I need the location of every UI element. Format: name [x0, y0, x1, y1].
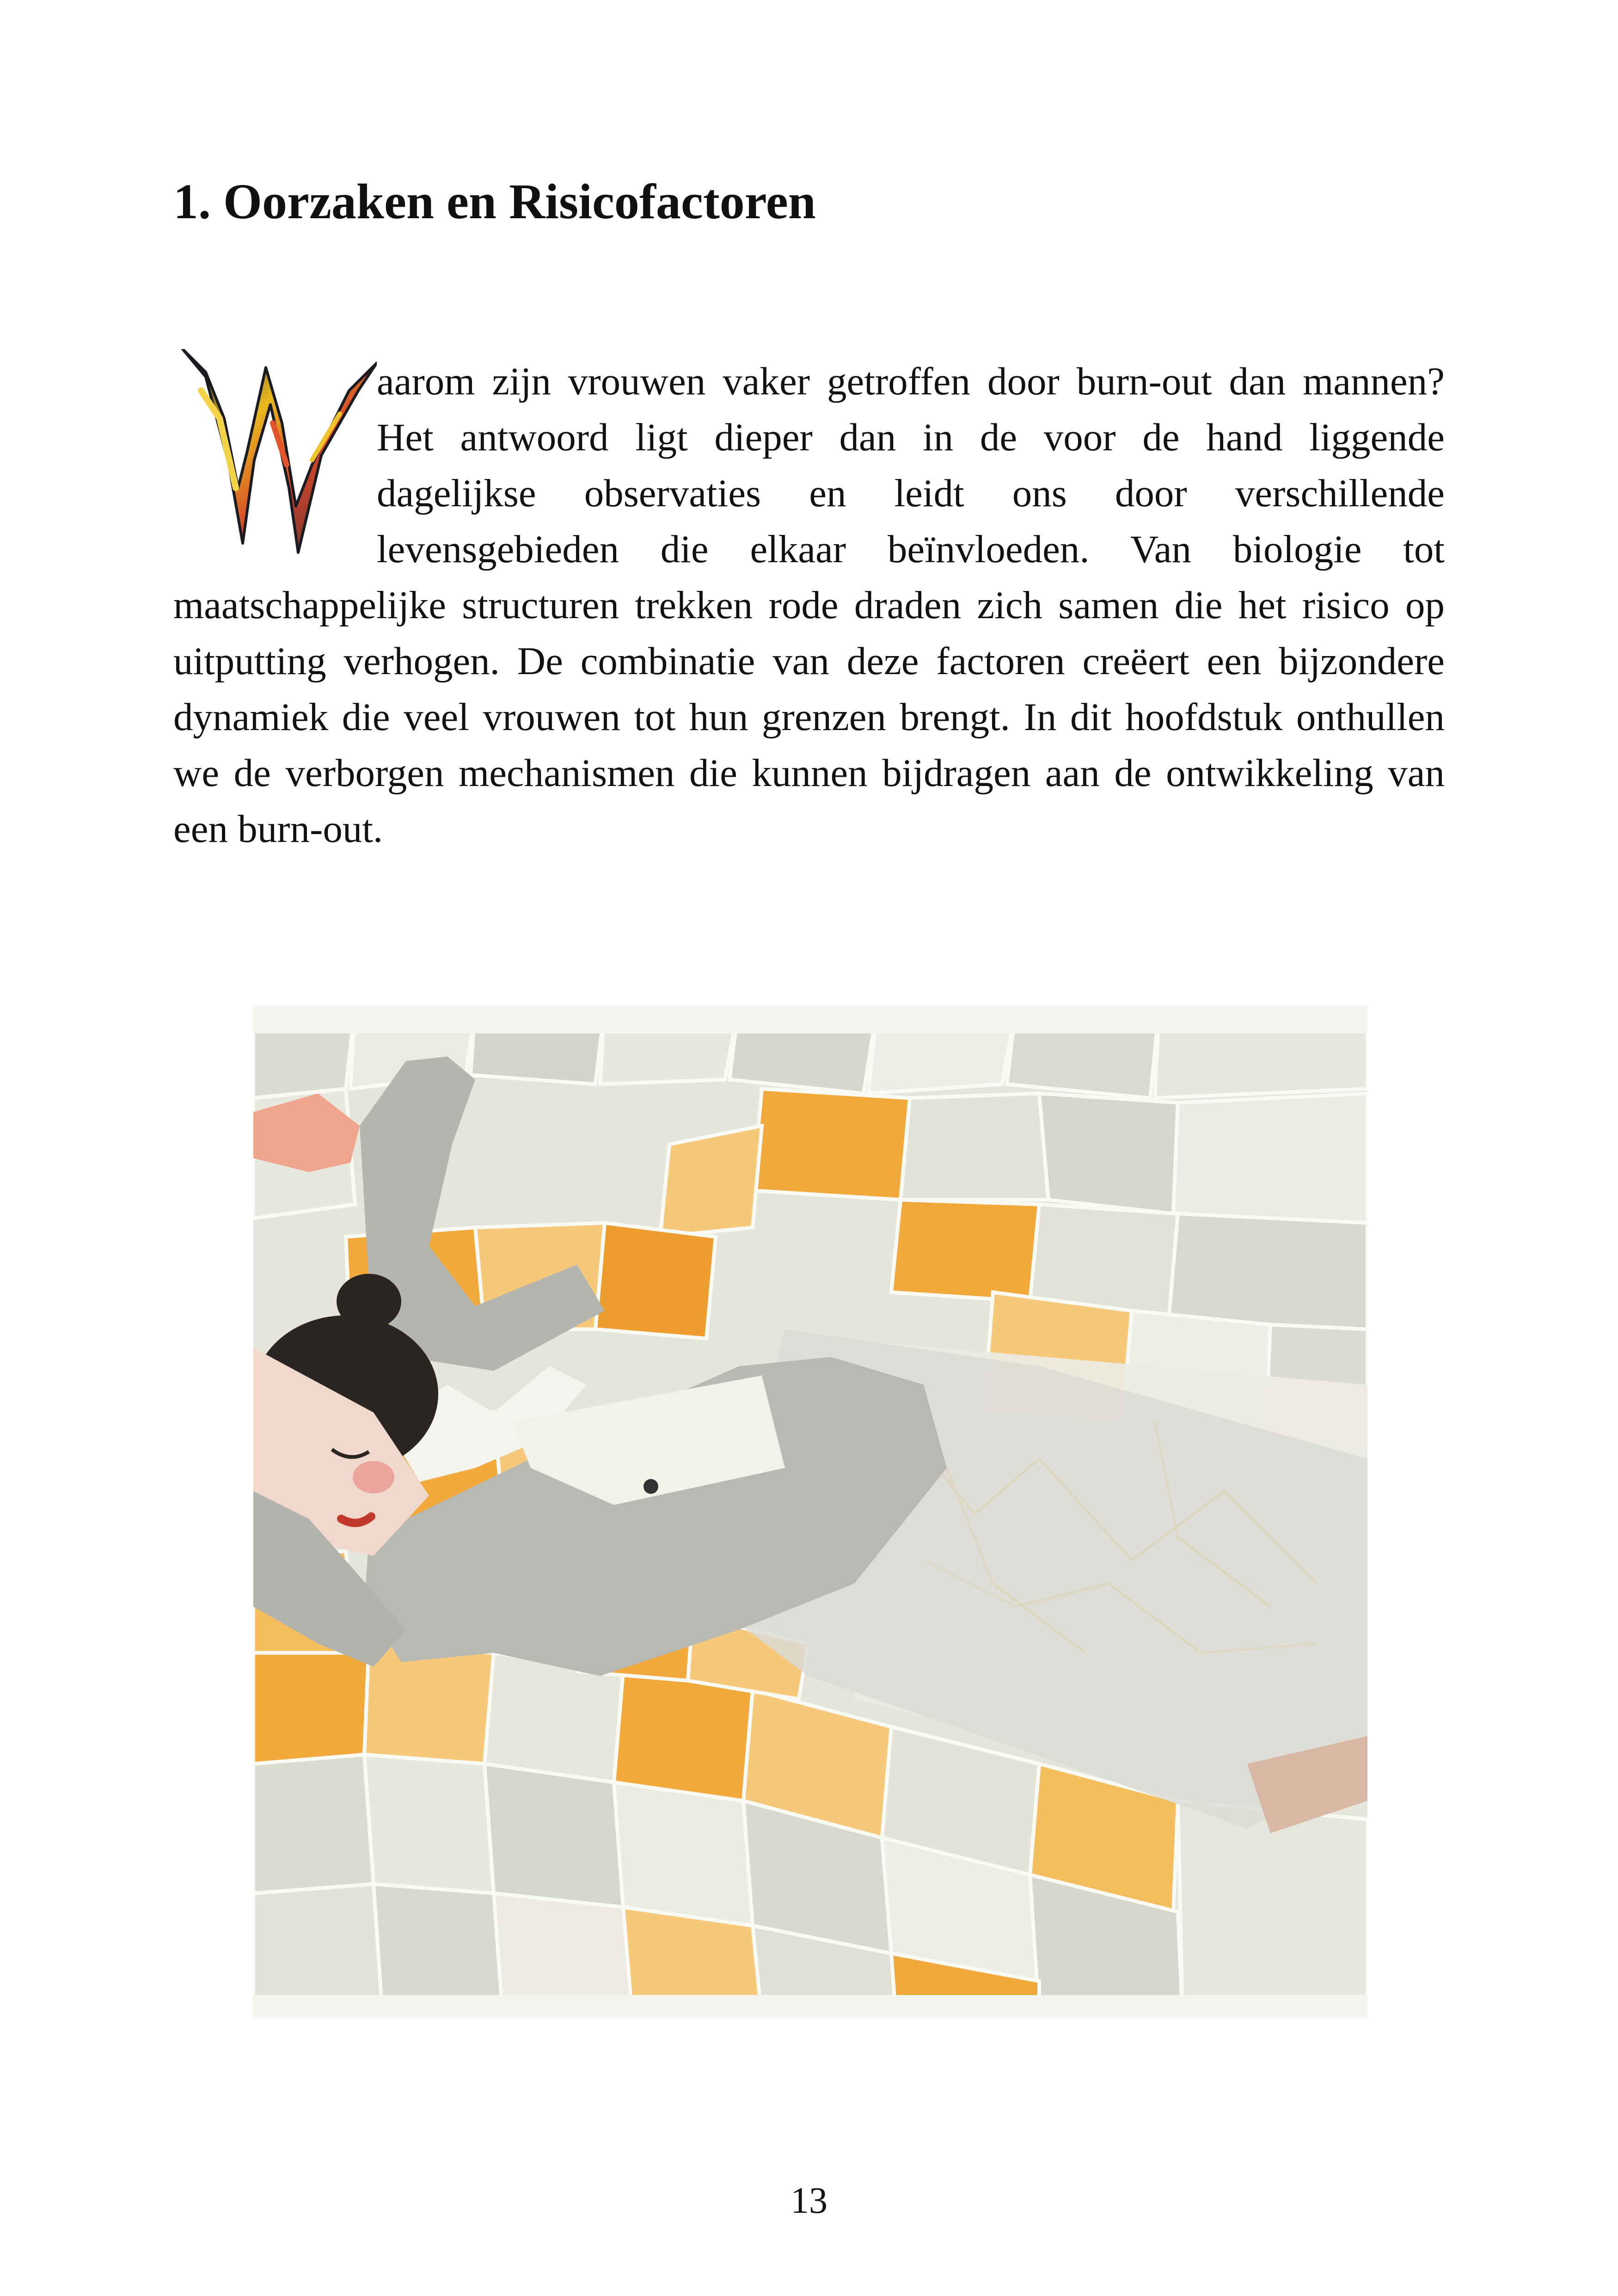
- mosaic-illustration: [253, 1006, 1367, 2018]
- page-number: 13: [791, 2180, 827, 2221]
- drop-cap-w: [173, 349, 377, 557]
- chapter-title: 1. Oorzaken en Risicofactoren: [173, 174, 816, 229]
- intro-paragraph: [173, 354, 1445, 857]
- paragraph-text: aarom zijn vrouwen vaker getroffen door burn-out dan mannen? Het antwoord ligt dieper dan in de voor de hand liggende dagelijkse observaties en leidt ons door verschillende levensgebieden die elkaar beïnvloeden. Van biologie tot maatschappelijke structuren trekken rode draden zich samen die het risico op uitputting verhogen. De combinatie van deze factoren creëert een bijzondere dynamiek die veel vrouwen tot hun grenzen brengt. In dit hoofdstuk onthullen we de verborgen mechanismen die kunnen bijdragen aan de ontwikkeling van een burn-out.: [173, 360, 1445, 851]
